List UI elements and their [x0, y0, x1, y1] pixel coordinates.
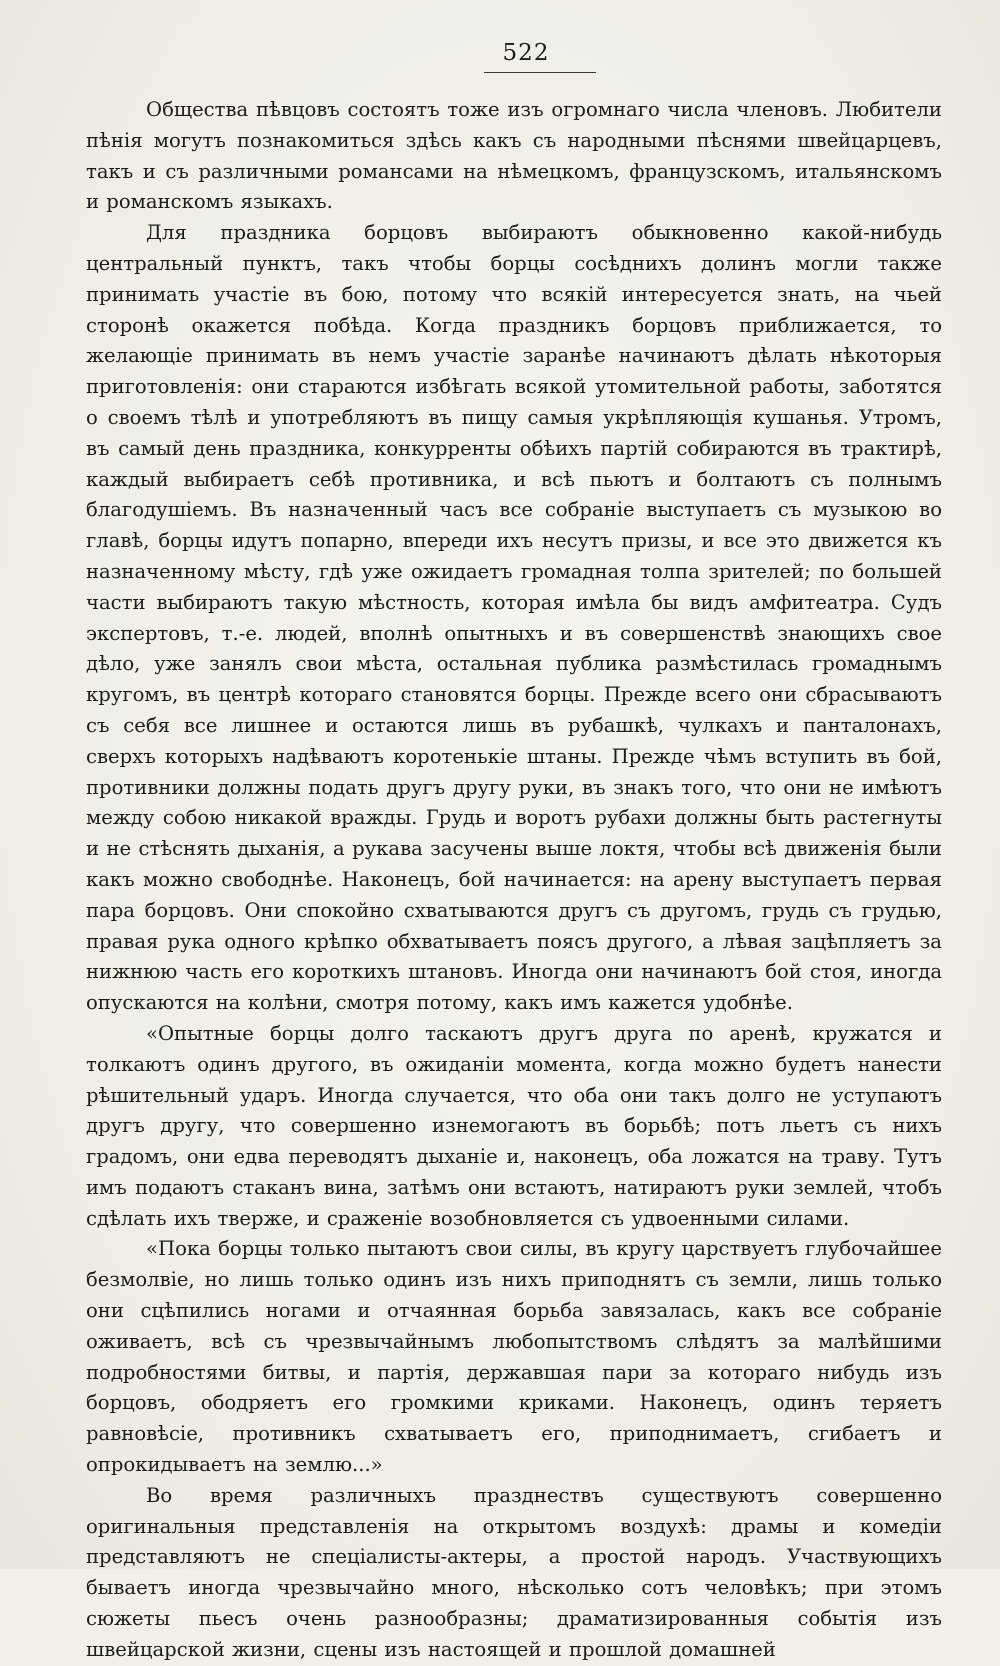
- page-number: 522: [502, 40, 550, 66]
- paragraph-open-air-performances: Во время различныхъ празднествъ существуютъ совершенно оригинальныя представленія на открытомъ воздухѣ: драмы и комедіи представляютъ не спеціалисты-актеры, а простой народъ. Участвующихъ бываетъ иногда чрезвычайно много, нѣсколько сотъ человѣкъ; при этомъ сюжеты пьесъ очень разнообразны; драматизированныя событія изъ швейцарской жизни, сцены изъ настоящей и прошлой домашней: [86, 1483, 942, 1661]
- header-rule: [484, 72, 596, 73]
- paragraph-singers-societies: Общества пѣвцовъ состоятъ тоже изъ огромнаго числа членовъ. Любители пѣнія могутъ познакомиться здѣсь какъ съ народными пѣснями швейцарцевъ, такъ и съ различными романсами на нѣмецкомъ, французскомъ, итальянскомъ и романскомъ языкахъ.: [86, 98, 942, 214]
- paragraph-experienced-wrestlers-quote: «Опытные борцы долго таскаютъ другъ друга по аренѣ, кружатся и толкаютъ одинъ другого, въ ожиданіи момента, когда можно будетъ нанести рѣшительный ударъ. Иногда случается, что оба они такъ долго не уступаютъ другъ другу, что совершенно изнемогаютъ въ борьбѣ; потъ льетъ съ нихъ градомъ, они едва переводятъ дыханіе и, наконецъ, оба ложатся на траву. Тутъ имъ подаютъ стаканъ вина, затѣмъ они встаютъ, натираютъ руки землей, чтобъ сдѣлать ихъ тверже, и сраженіе возобновляется съ удвоенными силами.: [86, 1021, 942, 1230]
- paragraph-silence-quote: «Пока борцы только пытаютъ свои силы, въ кругу царствуетъ глубочайшее безмолвіе, но лишь только одинъ изъ нихъ приподнятъ съ земли, лишь только они сцѣпились ногами и отчаянная борьба завязалась, какъ все собраніе оживаетъ, всѣ съ чрезвычайнымъ любопытствомъ слѣдятъ за малѣйшими подробностями битвы, и партія, державшая пари за котораго нибудь изъ борцовъ, ободряетъ его громкими криками. Наконецъ, одинъ теряетъ равновѣсіе, противникъ схватываетъ его, приподнимаетъ, сгибаетъ и опрокидываетъ на землю...»: [86, 1237, 942, 1477]
- page-header: [110, 38, 942, 73]
- body-text: [86, 95, 942, 1666]
- paragraph-wrestlers-festival: Для праздника борцовъ выбираютъ обыкновенно какой-нибудь центральный пунктъ, такъ чтобы борцы сосѣднихъ долинъ могли также принимать участіе въ бою, потому что всякій интересуется знать, на чьей сторонѣ окажется побѣда. Когда праздникъ борцовъ приближается, то желающіе принимать въ немъ участіе заранѣе начинаютъ дѣлать нѣкоторыя приготовленія: они стараются избѣгать всякой утомительной работы, заботятся о своемъ тѣлѣ и употребляютъ въ пищу самыя укрѣпляющія кушанья. Утромъ, въ самый день праздника, конкурренты обѣихъ партій собираются въ трактирѣ, каждый выбираетъ себѣ противника, и всѣ пьютъ и болтаютъ съ полнымъ благодушіемъ. Въ назначенный часъ все собраніе выступаетъ съ музыкою во главѣ, борцы идутъ попарно, впереди ихъ несутъ призы, и все это движется къ назначенному мѣсту, гдѣ уже ожидаетъ громадная толпа зрителей; по большей части выбираютъ такую мѣстность, которая имѣла бы видъ амфитеатра. Судъ экспертовъ, т.-е. людей, вполнѣ опытныхъ и въ совершенствѣ знающихъ свое дѣло, уже занялъ свои мѣста, остальная публика размѣстилась громаднымъ кругомъ, въ центрѣ котораго становятся борцы. Прежде всего они сбрасываютъ съ себя все лишнее и остаются лишь въ рубашкѣ, чулкахъ и панталонахъ, сверхъ которыхъ надѣваютъ коротенькіе штаны. Прежде чѣмъ вступить въ бой, противники должны подать другъ другу руки, въ знакъ того, что они не имѣютъ между собою никакой вражды. Грудь и воротъ рубахи должны быть растегнуты и не стѣснять дыханія, а рукава засучены выше локтя, чтобы всѣ движенія были какъ можно свободнѣе. Наконецъ, бой начинается: на арену выступаетъ первая пара борцовъ. Они спокойно схватываются другъ съ другомъ, грудь съ грудью, правая рука одного крѣпко обхватываетъ поясъ другого, а лѣвая зацѣпляетъ за нижнюю часть его короткихъ штановъ. Иногда они начинаютъ бой стоя, иногда опускаются на колѣни, смотря потому, какъ имъ кажется удобнѣе.: [86, 221, 942, 1015]
